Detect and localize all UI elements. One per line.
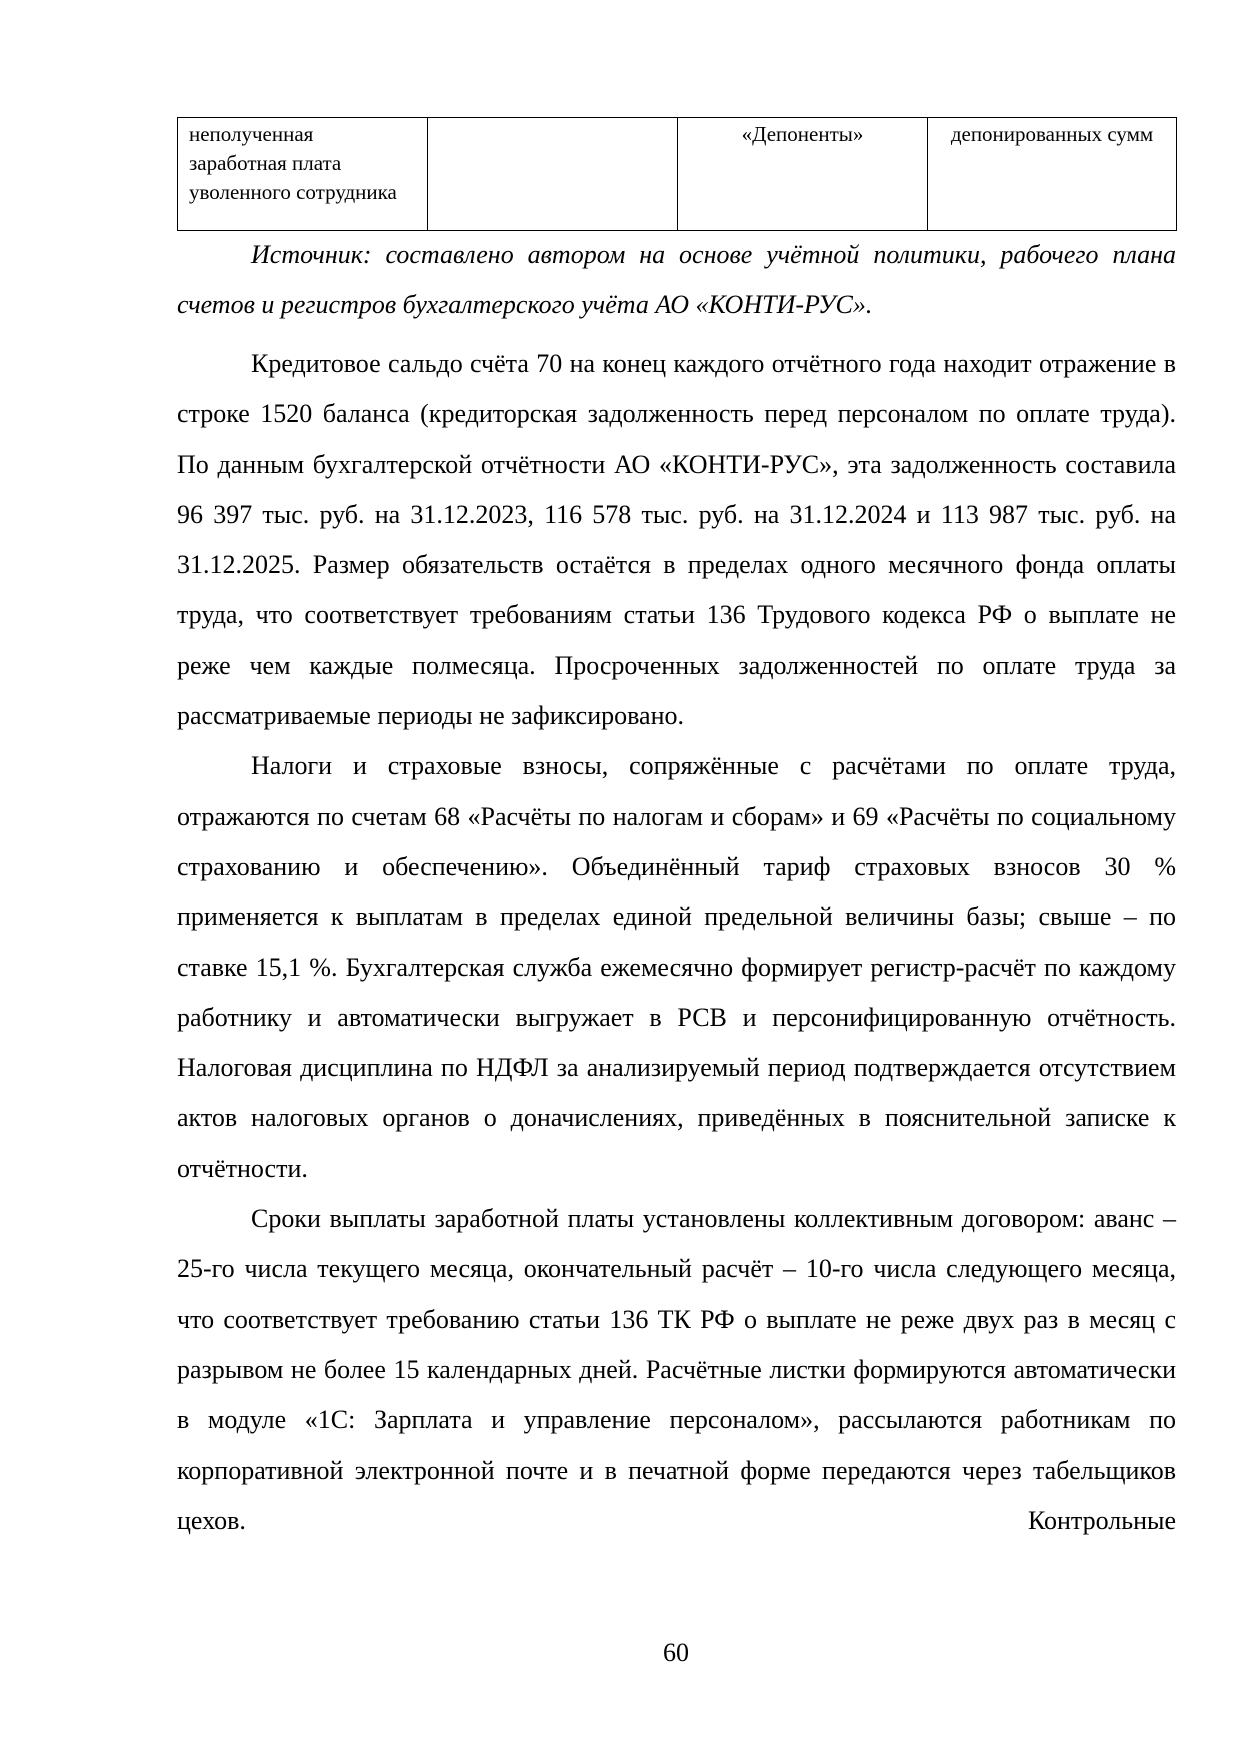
table-cell: «Депоненты» — [678, 118, 928, 231]
table-cell: неполученная заработная плата уволенного сотрудника — [178, 118, 428, 231]
paragraph: Сроки выплаты заработной платы установлены коллективным договором: аванс – 25-го числа текущего месяца, окончательный расчёт – 10-го числа следующего месяца, что соответствует требованию статьи 136 ТК РФ о выплате не реже двух раз в месяц с разрывом не более 15 календарных дней. Расчётные листки формируются автоматически в модуле «1С: Зарплата и управление персоналом», рассылаются работникам по корпоративной электронной почте и в печатной форме передаются через табельщиков цехов. Контрольные — [177, 1204, 1176, 1535]
table-cell — [428, 118, 678, 231]
paragraph: Кредитовое сальдо счёта 70 на конец каждого отчётного года находит отражение в строке 1520 баланса (кредиторская задолженность перед персоналом по оплате труда). По данным бухгалтерской отчётности АО «КОНТИ-РУС», эта задолженность составила 96 397 тыс. руб. на 31.12.2023, 116 578 тыс. руб. на 31.12.2024 и 113 987 тыс. руб. на 31.12.2025. Размер обязательств остаётся в пределах одного месячного фонда оплаты труда, что соответствует требованиям статьи 136 Трудового кодекса РФ о выплате не реже чем каждые полмесяца. Просроченных задолженностей по оплате труда за рассматриваемые периоды не зафиксировано. — [177, 349, 1176, 731]
body-text — [177, 339, 1176, 1546]
page-number: 60 — [663, 1638, 689, 1667]
table-cell: депонированных сумм — [928, 118, 1177, 231]
accounts-table-fragment — [177, 117, 1177, 231]
paragraph: Налоги и страховые взносы, сопряжённые с расчётами по оплате труда, отражаются по счетам 68 «Расчёты по налогам и сборам» и 69 «Расчёты по социальному страхованию и обеспечению». Объединённый тариф страховых взносов 30 % применяется к выплатам в пределах единой предельной величины базы; свыше – по ставке 15,1 %. Бухгалтерская служба ежемесячно формирует регистр-расчёт по каждому работнику и автоматически выгружает в РСВ и персонифицированную отчётность. Налоговая дисциплина по НДФЛ за анализируемый период подтверждается отсутствием актов налоговых органов о доначислениях, приведённых в пояснительной записке к отчётности. — [177, 751, 1176, 1183]
table-source-caption: Источник: составлено автором на основе учётной политики, рабочего плана счетов и регистров бухгалтерского учёта АО «КОНТИ-РУС». — [177, 240, 1176, 319]
table-row — [178, 118, 1177, 231]
